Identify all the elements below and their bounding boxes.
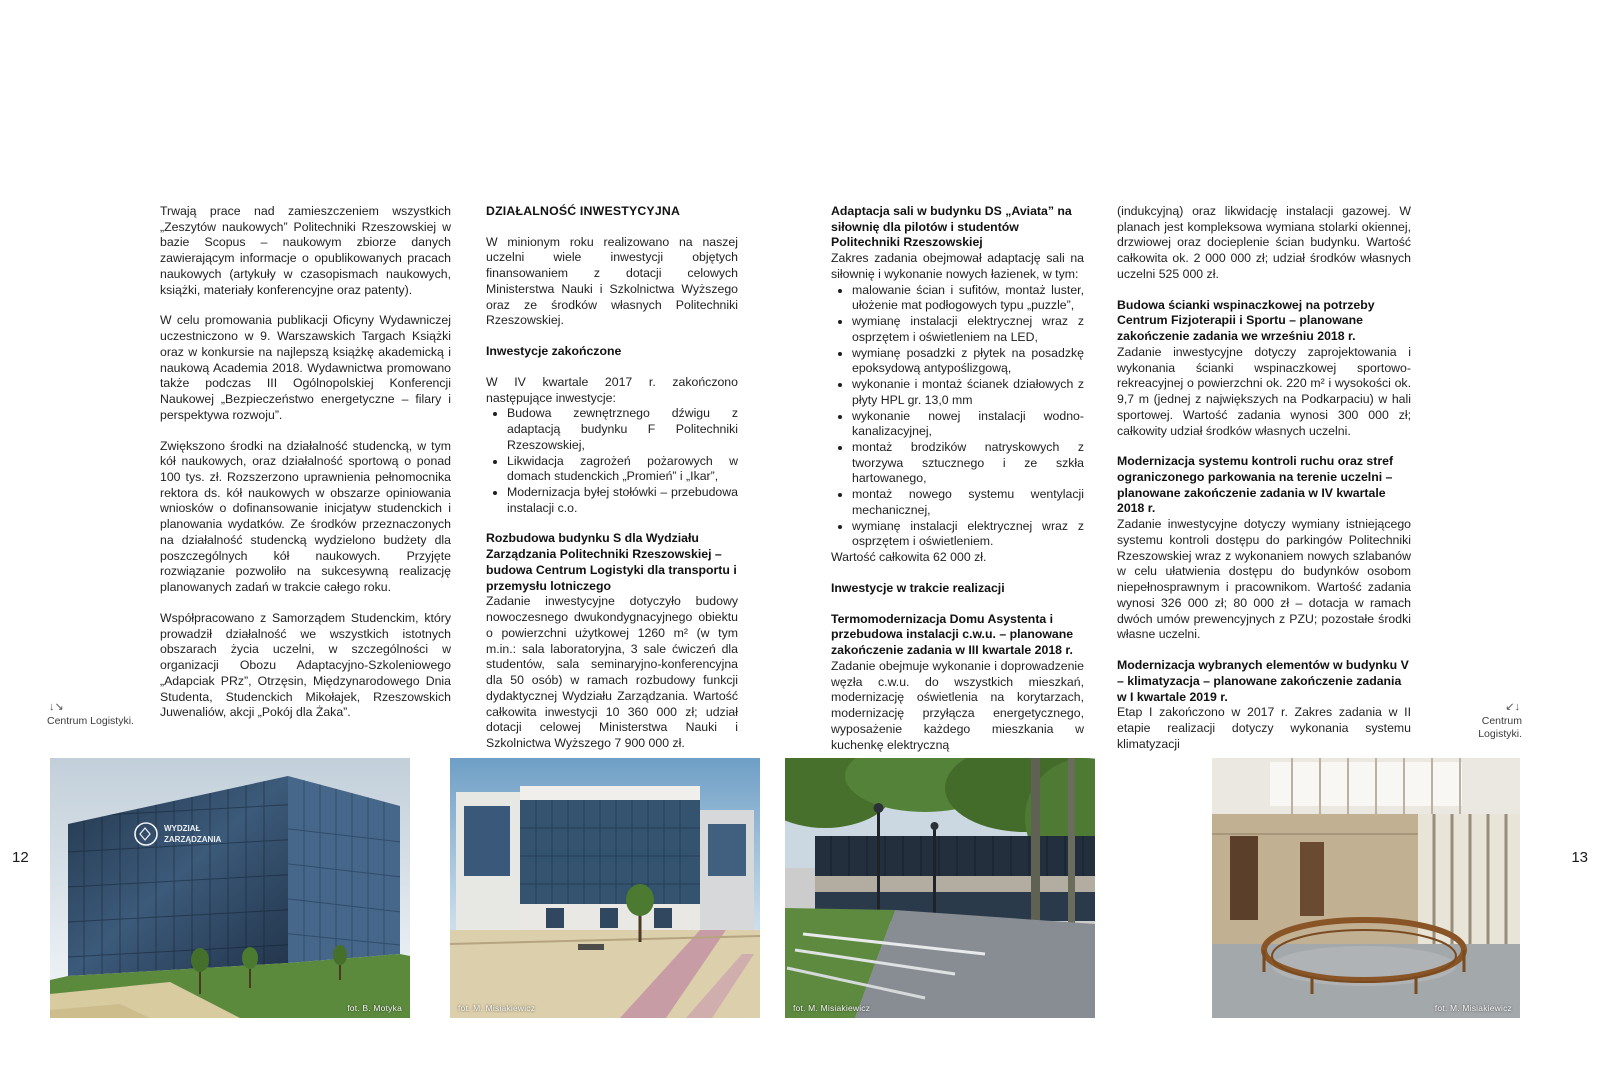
column-dzialalnosc-inwestycyjna: [486, 204, 738, 752]
project-heading: Termomodernizacja Domu Asystenta i przebudowa instalacji c.w.u. – planowane zakończenie zadania w III kwartale 2018 r.: [831, 611, 1074, 658]
completed-investments-list: [486, 406, 738, 516]
subsection-heading: Inwestycje w trakcie realizacji: [831, 580, 1005, 595]
svg-text:ZARZĄDZANIA: ZARZĄDZANIA: [164, 835, 222, 844]
list-item: • wykonanie nowej instalacji wodno-kanalizacyjnej,: [852, 409, 1084, 440]
paragraph: Zakres zadania obejmował adaptację sali na siłownię i wykonanie nowych łazienek, w tym:: [831, 251, 1084, 281]
list-item: • wymianę instalacji elektrycznej wraz z osprzętem i oświetleniem na LED,: [852, 314, 1084, 345]
list-item: • Likwidacja zagrożeń pożarowych w domach studenckich „Promień” i „Ikar”,: [507, 454, 738, 485]
list-item: • malowanie ścian i sufitów, montaż luster, ułożenie mat podłogowych typu „puzzle”,: [852, 283, 1084, 314]
paragraph: (indukcyjną) oraz likwidację instalacji gazowej. W planach jest kompleksowa wymiana stolarki okiennej, drzwiowej oraz docieplenie ścian budynku. Wartość całkowita ok. 2 000 000 zł; udział środków własnych uczelni 525 000 zł.: [1117, 204, 1411, 281]
paragraph: Etap I zakończono w 2017 r. Zakres zadania w II etapie realizacji dotyczy wykonania systemu klimatyzacji: [1117, 705, 1411, 751]
project-heading: Modernizacja systemu kontroli ruchu oraz stref ograniczonego parkowania na terenie uczelni – planowane zakończenie zadania w IV kwartale 2018 r.: [1117, 454, 1394, 516]
total-value: Wartość całkowita 62 000 zł.: [831, 550, 987, 565]
paragraph: Zadanie obejmuje wykonanie i doprowadzenie węzła c.w.u. do wszystkich mieszkań, modernizację oświetlenia na korytarzach, modernizację przyłącza energetycznego, wyposażenie każdego mieszkania w kuchenkę elektryczną: [831, 658, 1084, 752]
list-item: • wykonanie i montaż ścianek działowych z płyty HPL gr. 13,0 mm: [852, 377, 1084, 408]
section-heading: DZIAŁALNOŚĆ INWESTYCYJNA: [486, 204, 681, 218]
photo-centrum-logistyki-exterior: [50, 758, 410, 1018]
subsection-heading: Inwestycje zakończone: [486, 344, 622, 359]
photo-reference-note-left: [47, 701, 134, 728]
facade-photo-illustration: [785, 758, 1095, 1018]
project-heading: Rozbudowa budynku S dla Wydziału Zarządzania Politechniki Rzeszowskiej – budowa Centrum Logistyki dla transportu i przemysłu lotniczego: [486, 531, 737, 593]
svg-text:WYDZIAŁ: WYDZIAŁ: [164, 824, 201, 833]
list-item: • Budowa zewnętrznego dźwigu z adaptacją budynku F Politechniki Rzeszowskiej,: [507, 406, 738, 453]
photo-credit: fot. B. Motyka: [347, 1003, 402, 1013]
down-arrows-icon: ↓↘: [49, 701, 64, 713]
paragraph: W celu promowania publikacji Oficyny Wydawniczej uczestniczono w 9. Warszawskich Targach Książki oraz w konkursie na najlepszą książkę akademicką i naukową Academia 2018. Wydawnictwa promowano także podczas III Ogólnopolskiej Konferencji Naukowej „Bezpieczeństwo energetyczne – filary i perspektywa rozwoju”.: [160, 313, 451, 422]
column-publications-students: [160, 204, 451, 721]
page-number-right: 13: [1571, 849, 1588, 866]
page-number-left: 12: [12, 849, 29, 866]
paragraph: Zadanie inwestycyjne dotyczyło budowy nowoczesnego dwukondygnacyjnego obiektu o powierzchni użytkowej 1260 m² (w tym m.in.: sala laboratoryjna, 3 sale ćwiczeń dla studentów, sala seminaryjno-konferencyjna dla 50 osób) w ramach rozbudowy funkcji dydaktycznej Wydziału Zarządzania. Wartość całkowita inwestycji 10 360 000 zł; udział dotacji celowej Ministerstwa Nauki i Szkolnictwa Wyższego 7 900 000 zł.: [486, 594, 738, 751]
project-heading: Adaptacja sali w budynku DS „Aviata” na siłownię dla pilotów i studentów Politechniki Rzeszowskiej: [831, 204, 1072, 250]
courtyard-photo-illustration: [450, 758, 760, 1018]
building-photo-illustration: [50, 758, 410, 1018]
photo-credit: fot. M. Misiakiewicz: [1434, 1003, 1512, 1013]
paragraph: Zwiększono środki na działalność studencką, w tym kół naukowych, oraz działalność sportową o ponad 100 tys. zł. Rozszerzono uprawnienia pełnomocnika rektora ds. kół naukowych w obszarze opiniowania wniosków o dofinansowanie inicjatyw studenckich i planowania wydatków. Ze środków przeznaczonych na działalność studencką wydzielono budżety dla poszczególnych kół naukowych. Przyjęte rozwiązanie pozwoliło na sukcesywną realizację planowanych zadań w trakcie całego roku.: [160, 438, 451, 595]
adaptation-scope-list: [831, 283, 1084, 550]
photo-credit: fot. M. Misiakiewicz: [458, 1003, 536, 1013]
paragraph: Współpracowano z Samorządem Studenckim, który prowadził działalność we wszystkich istotnych obszarach życia uczelni, w szczególności w organizacji Obozu Adaptacyjno-Szkoleniowego „Adapciak PRz”, Otrzęsin, Międzynarodowego Dnia Studenta, Studenckich Mikołajek, Rzeszowskich Juwenaliów, akcji „Pokój dla Żaka”.: [160, 610, 451, 720]
photo-reference-note-right: [1436, 701, 1522, 741]
atrium-photo-illustration: [1212, 758, 1520, 1018]
list-item: • Modernizacja byłej stołówki – przebudowa instalacji c.o.: [507, 485, 738, 516]
photo-reference-label: Centrum Logistyki.: [47, 714, 134, 727]
column-adaptacja-aviata: [831, 204, 1084, 753]
photo-credit: fot. M. Misiakiewicz: [793, 1003, 871, 1013]
project-heading: Modernizacja wybranych elementów w budynku V – klimatyzacja – planowane zakończenie zadania w I kwartale 2019 r.: [1117, 658, 1409, 704]
photo-centrum-logistyki-facade-trees: [785, 758, 1095, 1018]
photo-reference-label: Centrum Logistyki.: [1478, 714, 1522, 740]
column-investments-continued: [1117, 204, 1411, 753]
paragraph: Zadanie inwestycyjne dotyczy zaprojektowania i wykonania ścianki wspinaczkowej sportowo-rekreacyjnej o powierzchni ok. 220 m² i wysokości ok. 9,7 m (jednej z największych na Podkarpaciu) w hali sportowej. Wartość zadania wynosi 300 000 zł; całkowity udział środków własnych uczelni.: [1117, 344, 1411, 438]
list-item: • montaż nowego systemu wentylacji mechanicznej,: [852, 487, 1084, 518]
paragraph: W IV kwartale 2017 r. zakończono następujące inwestycje:: [486, 374, 738, 405]
photo-centrum-logistyki-atrium: [1212, 758, 1520, 1018]
paragraph: W minionym roku realizowano na naszej uczelni wiele inwestycji objętych finansowaniem z dotacji celowych Ministerstwa Nauki i Szkolnictwa Wyższego oraz ze środków własnych Politechniki Rzeszowskiej.: [486, 234, 738, 328]
paragraph: Zadanie inwestycyjne dotyczy wymiany istniejącego systemu kontroli dostępu do parkingów Politechniki Rzeszowskiej wraz z wykonaniem nowych szlabanów w celu ułatwienia dostępu do budynków osobom niepełnosprawnym i pracownikom. Wartość zadania wynosi 326 000 zł; 80 000 zł – dotacja w ramach dwóch umów prewencyjnych z PZU; pozostałe środki własne uczelni.: [1117, 517, 1411, 642]
project-heading: Budowa ścianki wspinaczkowej na potrzeby Centrum Fizjoterapii i Sportu – planowane zakończenie zadania we wrześniu 2018 r.: [1117, 297, 1375, 344]
photo-centrum-logistyki-courtyard: [450, 758, 760, 1018]
list-item: • wymianę posadzki z płytek na posadzkę epoksydową antypoślizgową,: [852, 346, 1084, 377]
list-item: • wymianę instalacji elektrycznej wraz z osprzętem i oświetleniem.: [852, 519, 1084, 550]
paragraph: Trwają prace nad zamieszczeniem wszystkich „Zeszytów naukowych” Politechniki Rzeszowskiej w bazie Scopus – naukowym zbiorze danych zawierającym informacje o opublikowanych pracach naukowych (artykuły w czasopismach naukowych, książki, materiały konferencyjne oraz patenty).: [160, 204, 451, 297]
down-arrows-icon: ↙↓: [1505, 701, 1520, 713]
list-item: • montaż brodzików natryskowych z tworzywa sztucznego i ze szkła hartowanego,: [852, 440, 1084, 487]
